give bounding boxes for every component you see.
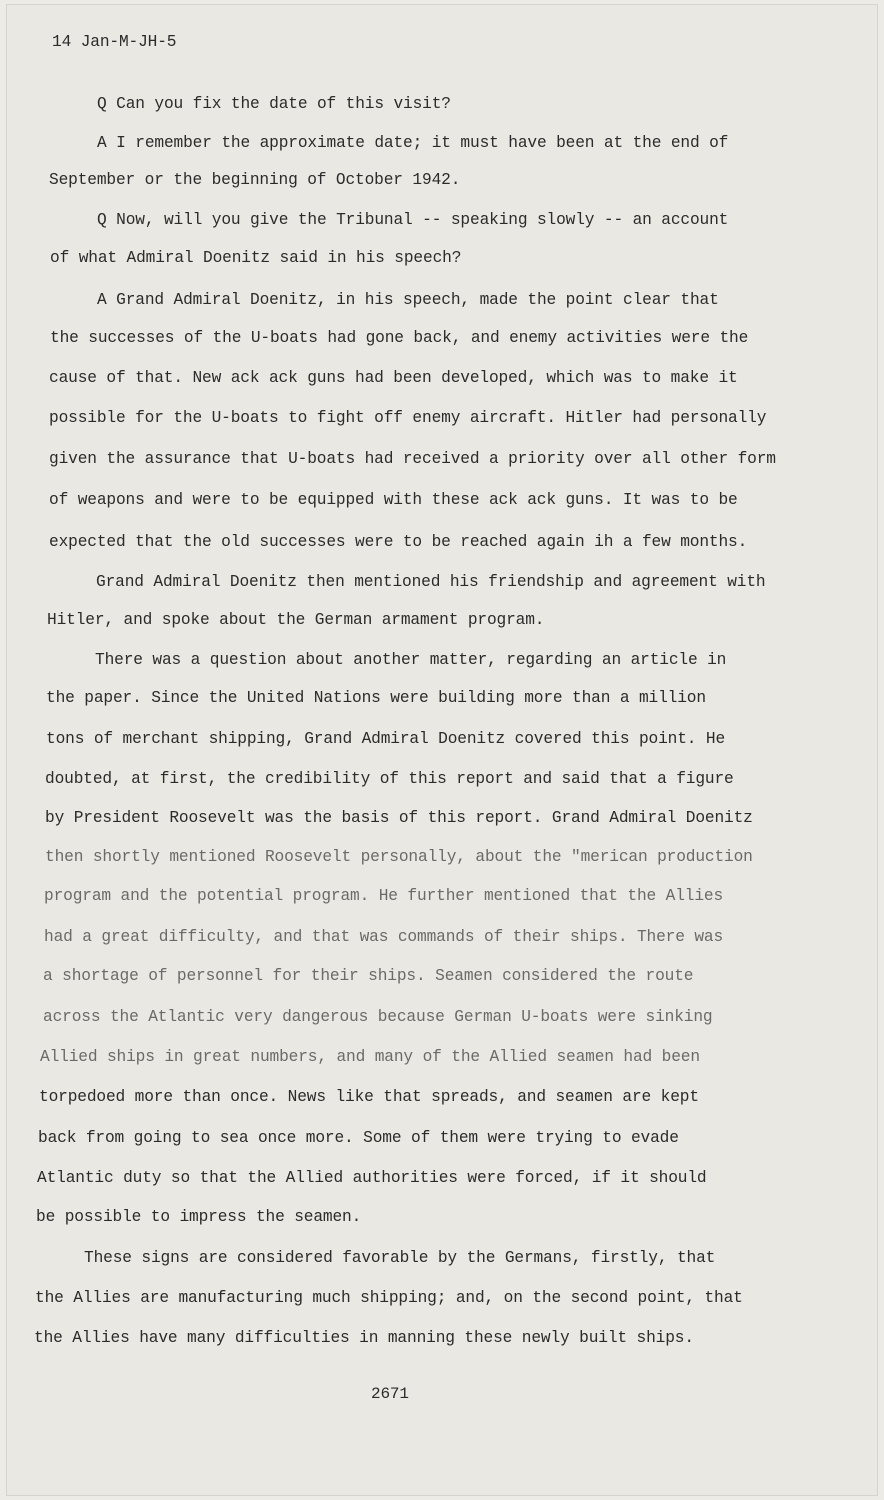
text-line: a shortage of personnel for their ships. Seamen considered the route xyxy=(43,967,694,985)
text-line: then shortly mentioned Roosevelt personally, about the "merican production xyxy=(45,848,753,866)
text-line: of weapons and were to be equipped with these ack ack guns. It was to be xyxy=(49,491,738,509)
text-line: Grand Admiral Doenitz then mentioned his friendship and agreement with xyxy=(96,573,766,591)
text-line: cause of that. New ack ack guns had been developed, which was to make it xyxy=(49,369,738,387)
text-line: possible for the U-boats to fight off enemy aircraft. Hitler had personally xyxy=(49,409,767,427)
text-line: A Grand Admiral Doenitz, in his speech, made the point clear that xyxy=(97,291,719,309)
page-number: 2671 xyxy=(371,1385,409,1403)
text-line: the Allies have many difficulties in manning these newly built ships. xyxy=(34,1329,694,1347)
page-header: 14 Jan-M-JH-5 xyxy=(52,33,177,51)
text-line: across the Atlantic very dangerous because German U-boats were sinking xyxy=(43,1008,713,1026)
text-line: expected that the old successes were to be reached again ih a few months. xyxy=(49,533,748,551)
text-line: doubted, at first, the credibility of this report and said that a figure xyxy=(45,770,734,788)
text-line: Atlantic duty so that the Allied authorities were forced, if it should xyxy=(37,1169,707,1187)
document-page xyxy=(6,4,878,1496)
text-line: A I remember the approximate date; it must have been at the end of xyxy=(97,134,729,152)
text-line: Hitler, and spoke about the German armament program. xyxy=(47,611,545,629)
text-line: tons of merchant shipping, Grand Admiral Doenitz covered this point. He xyxy=(46,730,726,748)
text-line: These signs are considered favorable by the Germans, firstly, that xyxy=(84,1249,716,1267)
text-line: the paper. Since the United Nations were building more than a million xyxy=(46,689,706,707)
text-line: Q Can you fix the date of this visit? xyxy=(97,95,451,113)
text-line: the Allies are manufacturing much shipping; and, on the second point, that xyxy=(35,1289,743,1307)
text-line: There was a question about another matter, regarding an article in xyxy=(95,651,727,669)
text-line: torpedoed more than once. News like that spreads, and seamen are kept xyxy=(39,1088,699,1106)
text-line: had a great difficulty, and that was commands of their ships. There was xyxy=(44,928,724,946)
text-line: the successes of the U-boats had gone back, and enemy activities were the xyxy=(50,329,749,347)
text-line: program and the potential program. He further mentioned that the Allies xyxy=(44,887,724,905)
text-line: of what Admiral Doenitz said in his speech? xyxy=(50,249,462,267)
text-line: September or the beginning of October 1942. xyxy=(49,171,461,189)
text-line: back from going to sea once more. Some of them were trying to evade xyxy=(38,1129,679,1147)
text-line: Allied ships in great numbers, and many of the Allied seamen had been xyxy=(40,1048,700,1066)
text-line: Q Now, will you give the Tribunal -- speaking slowly -- an account xyxy=(97,211,729,229)
text-line: be possible to impress the seamen. xyxy=(36,1208,362,1226)
text-line: by President Roosevelt was the basis of this report. Grand Admiral Doenitz xyxy=(45,809,753,827)
text-line: given the assurance that U-boats had received a priority over all other form xyxy=(49,450,776,468)
